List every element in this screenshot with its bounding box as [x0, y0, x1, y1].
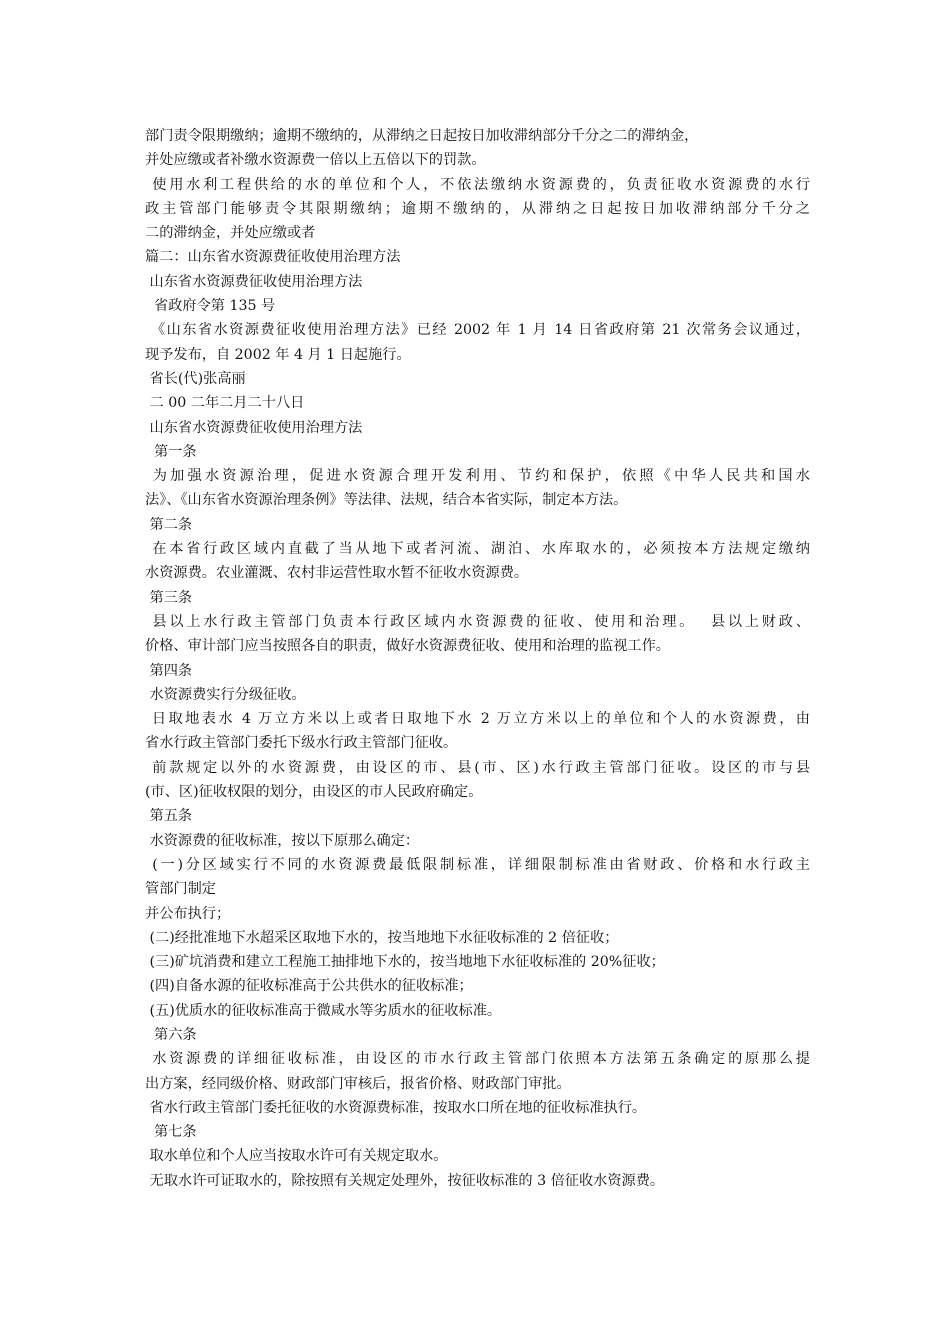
text-line: 政主管部门能够责令其限期缴纳；逾期不缴纳的，从滞纳之日起按日加收滞纳部分千分之	[145, 200, 810, 217]
text-line: 县以上水行政主管部门负责本行政区域内水资源费的征收、使用和治理。 县以上财政、	[145, 613, 810, 630]
text-line: 第一条	[145, 443, 197, 460]
text-line: 价格、审计部门应当按照各自的职责，做好水资源费征收、使用和治理的监视工作。	[145, 638, 670, 655]
text-line: 在本省行政区域内直截了当从地下或者河流、湖泊、水库取水的，必须按本方法规定缴纳	[145, 541, 810, 558]
text-line: 前款规定以外的水资源费，由设区的市、县(市、区)水行政主管部门征收。设区的市与县	[145, 759, 810, 776]
text-line: 第三条	[145, 589, 193, 606]
text-line: 并公布执行；	[145, 905, 231, 922]
text-line: 无取水许可证取水的，除按照有关规定处理外，按征收标准的 3 倍征收水资源费。	[145, 1172, 665, 1189]
text-line: 二 00 二年二月二十八日	[145, 395, 305, 412]
text-line: (二)经批准地下水超采区取地下水的，按当地地下水征收标准的 2 倍征收；	[145, 929, 619, 946]
text-line: 水资源费的详细征收标准，由设区的市水行政主管部门依照本方法第五条确定的原那么提	[145, 1051, 810, 1068]
text-line: 并处应缴或者补缴水资源费一倍以上五倍以下的罚款。	[145, 152, 486, 169]
text-line: 省水行政主管部门委托征收的水资源费标准，按取水口所在地的征收标准执行。	[145, 1099, 647, 1116]
text-line: 水资源费实行分级征收。	[145, 686, 306, 703]
text-line: 第七条	[145, 1124, 197, 1141]
text-line: 法》、《山东省水资源治理条例》等法律、法规，结合本省实际，制定本方法。	[145, 492, 628, 509]
text-line: 《山东省水资源费征收使用治理方法》已经 2002 年 1 月 14 日省政府第 21 次常务会议通过，	[145, 322, 810, 339]
text-line: 部门责令限期缴纳；逾期不缴纳的，从滞纳之日起按日加收滞纳部分千分之二的滞纳金，	[145, 128, 699, 144]
text-line: (市、区)征收权限的划分，由设区的市人民政府确定。	[145, 784, 483, 801]
text-line: 管部门制定	[145, 881, 216, 898]
text-line: 日取地表水 4 万立方米以上或者日取地下水 2 万立方米以上的单位和个人的水资源费，由	[145, 711, 810, 728]
text-line: 水资源费的征收标准，按以下原那么确定：	[145, 832, 420, 849]
text-line: 取水单位和个人应当按取水许可有关规定取水。	[145, 1148, 448, 1165]
document-body	[145, 124, 810, 1193]
text-line: 使用水利工程供给的水的单位和个人，不依法缴纳水资源费的，负责征收水资源费的水行	[145, 176, 810, 193]
text-line: (三)矿坑消费和建立工程施工抽排地下水的，按当地地下水征收标准的 20%征收；	[145, 954, 665, 971]
text-line: 二的滞纳金，并处应缴或者	[145, 225, 316, 242]
text-line: 第六条	[145, 1026, 197, 1043]
text-line: 山东省水资源费征收使用治理方法	[145, 419, 363, 436]
text-line: (五)优质水的征收标准高于微咸水等劣质水的征收标准。	[145, 1002, 502, 1019]
text-line: 水资源费。农业灌溉、农村非运营性取水暂不征收水资源费。	[145, 565, 529, 582]
text-line: (四)自备水源的征收标准高于公共供水的征收标准；	[145, 978, 473, 995]
text-line: 省政府令第 135 号	[145, 298, 276, 315]
text-line: 篇二：山东省水资源费征收使用治理方法	[145, 249, 401, 266]
text-line: 第四条	[145, 662, 193, 679]
text-line: 出方案，经同级价格、财政部门审核后，报省价格、财政部门审批。	[145, 1075, 571, 1092]
text-line: 省水行政主管部门委托下级水行政主管部门征收。	[145, 735, 458, 752]
text-line: 省长(代)张高丽	[145, 370, 246, 387]
text-line: 为加强水资源治理，促进水资源合理开发利用、节约和保护，依照《中华人民共和国水	[145, 468, 810, 485]
text-line: 第五条	[145, 808, 193, 825]
text-line: 现予发布，自 2002 年 4 月 1 日起施行。	[145, 346, 411, 363]
text-line: 山东省水资源费征收使用治理方法	[145, 273, 363, 290]
text-line: 第二条	[145, 516, 193, 533]
text-line: (一)分区域实行不同的水资源费最低限制标准，详细限制标准由省财政、价格和水行政主	[145, 856, 810, 873]
